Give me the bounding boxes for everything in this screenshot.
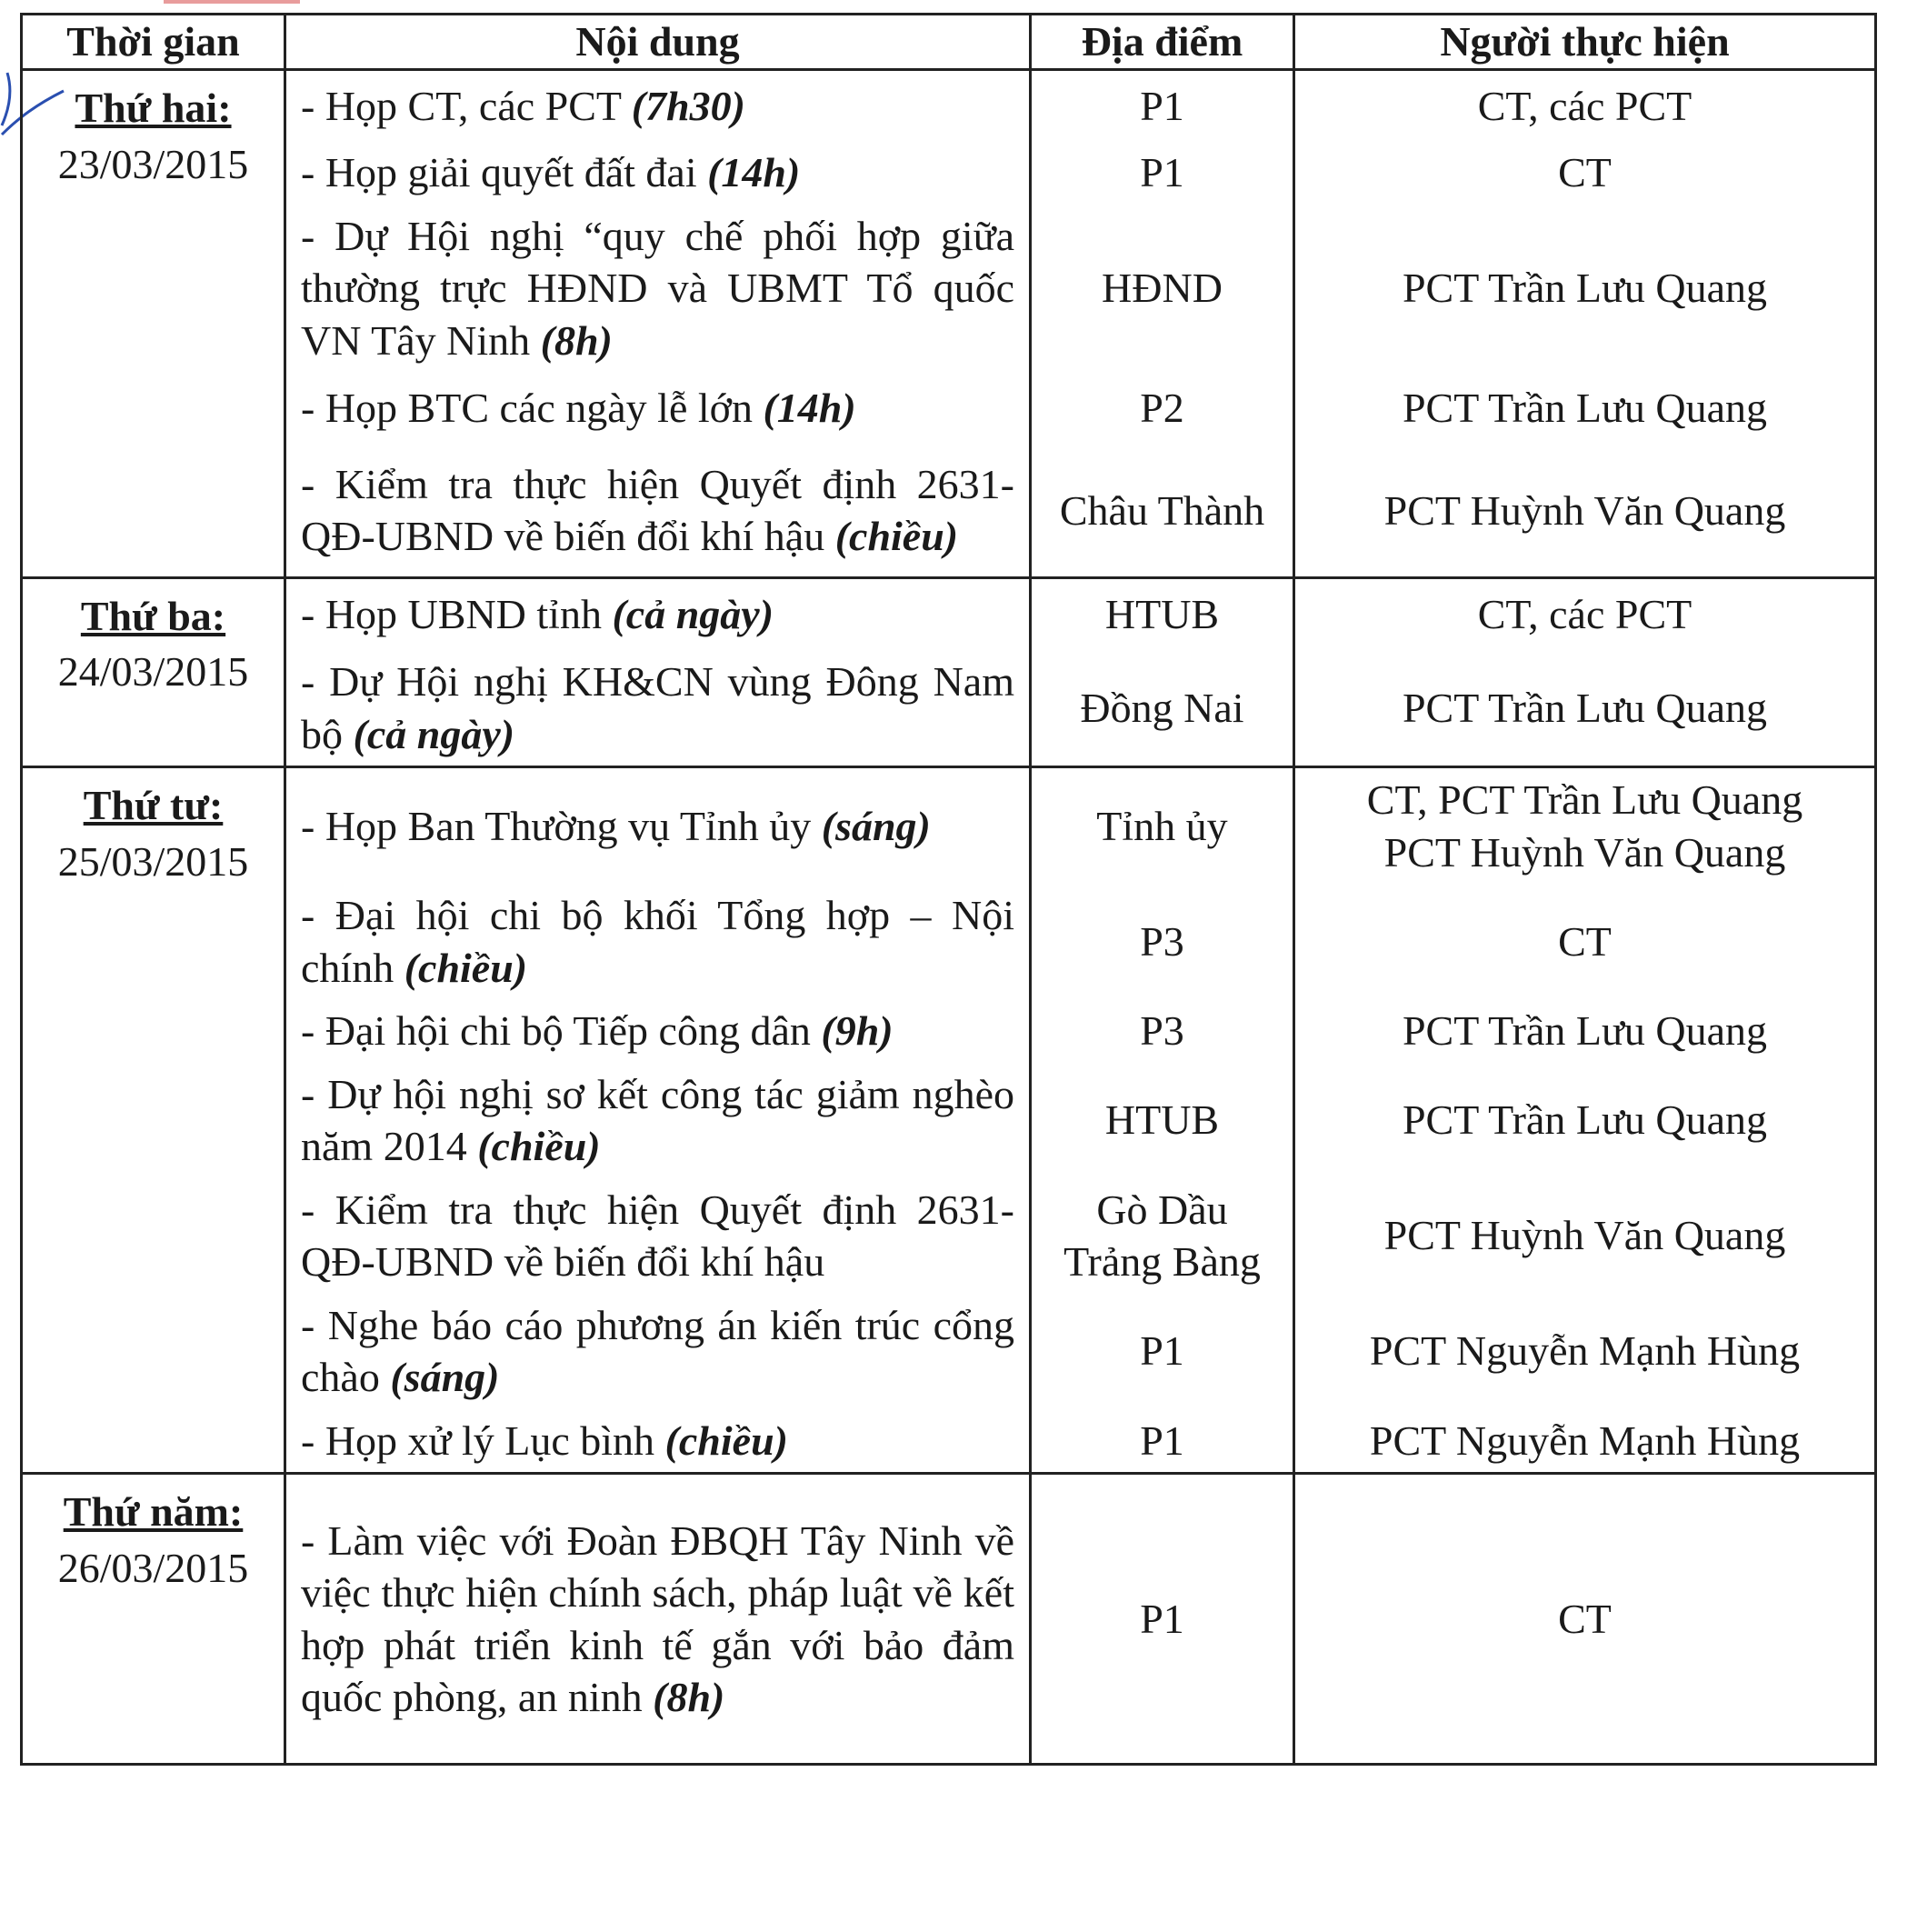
activity-text: - Kiểm tra thực hiện Quyết định 2631-QĐ-UBND về biến đổi khí hậu [301, 1186, 1014, 1285]
table-row [22, 1178, 1876, 1294]
place-cell [1031, 767, 1294, 885]
person-cell [1294, 205, 1876, 373]
day-date: 23/03/2015 [57, 140, 249, 187]
place-text: Đồng Nai [1080, 684, 1244, 731]
day-cell [22, 577, 285, 767]
activity-text: - Kiểm tra thực hiện Quyết định 2631-QĐ-UBND về biến đổi khí hậu [301, 460, 1014, 560]
activity-text: - Họp UBND tỉnh [301, 591, 602, 637]
day-label: Thứ năm: [63, 1488, 244, 1535]
day-date: 25/03/2015 [57, 837, 249, 885]
place-text: Gò Dầu [1096, 1186, 1228, 1233]
place-cell [1031, 1474, 1294, 1765]
person-cell [1294, 1178, 1876, 1294]
activity-time-note: (cả ngày) [353, 710, 515, 757]
activity-text: - Đại hội chi bộ Tiếp công dân [301, 1007, 811, 1054]
place-text: P1 [1140, 148, 1184, 195]
day-label: Thứ ba: [80, 592, 226, 639]
day-label: Thứ hai: [75, 85, 232, 131]
table-row [22, 1409, 1876, 1474]
place-cell [1031, 1294, 1294, 1409]
table-row [22, 767, 1876, 885]
place-cell [1031, 650, 1294, 767]
person-cell [1294, 767, 1876, 885]
activity-cell [285, 884, 1031, 999]
person-cell [1294, 445, 1876, 577]
person-text: PCT Trần Lưu Quang [1402, 1007, 1768, 1054]
activity-text: - Dự Hội nghị KH&CN vùng Đông Nam bộ [301, 658, 1014, 757]
activity-time-note: (9h) [821, 1007, 894, 1054]
place-cell [1031, 1178, 1294, 1294]
table-row [22, 205, 1876, 373]
place-text: Tỉnh ủy [1096, 802, 1228, 849]
table-row [22, 1063, 1876, 1178]
person-text: PCT Trần Lưu Quang [1402, 265, 1768, 311]
activity-time-note: (14h) [763, 385, 856, 432]
activity-cell [285, 1063, 1031, 1178]
red-paper-edge [164, 0, 300, 4]
activity-cell [285, 70, 1031, 141]
activity-cell [285, 999, 1031, 1063]
place-cell [1031, 205, 1294, 373]
person-text: CT, các PCT [1477, 591, 1692, 637]
place-text: HĐND [1102, 265, 1223, 311]
place-cell [1031, 999, 1294, 1063]
place-cell [1031, 884, 1294, 999]
place-text: HTUB [1104, 591, 1220, 637]
person-text-second: PCT Huỳnh Văn Quang [1383, 828, 1786, 876]
person-cell [1294, 650, 1876, 767]
activity-time-note: (sáng) [821, 802, 931, 849]
activity-time-note: (sáng) [390, 1354, 500, 1400]
header-content: Nội dung [285, 15, 1031, 70]
table-row [22, 445, 1876, 577]
activity-text: - Nghe báo cáo phương án kiến trúc cổng chào [301, 1301, 1014, 1400]
activity-cell [285, 372, 1031, 445]
person-cell [1294, 1474, 1876, 1765]
day-cell [22, 767, 285, 1474]
activity-cell [285, 205, 1031, 373]
person-text: PCT Trần Lưu Quang [1402, 1096, 1768, 1144]
person-text: PCT Huỳnh Văn Quang [1383, 1212, 1786, 1259]
person-cell [1294, 70, 1876, 141]
activity-cell [285, 1294, 1031, 1409]
activity-time-note: (14h) [707, 148, 801, 195]
person-text: PCT Nguyễn Mạnh Hùng [1369, 1327, 1801, 1375]
header-person: Người thực hiện [1294, 15, 1876, 70]
table-row [22, 1294, 1876, 1409]
activity-text: - Họp BTC các ngày lễ lớn [301, 385, 753, 432]
person-cell [1294, 372, 1876, 445]
table-row [22, 1474, 1876, 1765]
table-row [22, 650, 1876, 767]
person-cell [1294, 1063, 1876, 1178]
activity-text: - Họp Ban Thường vụ Tỉnh ủy [301, 802, 812, 849]
day-cell [22, 1474, 285, 1765]
header-place: Địa điểm [1031, 15, 1294, 70]
place-text: P3 [1140, 917, 1184, 965]
place-text: Châu Thành [1059, 486, 1265, 534]
activity-cell [285, 577, 1031, 650]
activity-time-note: (chiều) [834, 513, 959, 560]
day-cell [22, 70, 285, 578]
activity-time-note: (cả ngày) [612, 591, 774, 637]
place-cell [1031, 1409, 1294, 1474]
person-text: PCT Nguyễn Mạnh Hùng [1369, 1416, 1801, 1464]
person-text: CT [1558, 148, 1612, 195]
activity-cell [285, 1178, 1031, 1294]
weekly-schedule-table [20, 13, 1877, 1766]
table-row [22, 70, 1876, 141]
place-text: P1 [1140, 82, 1184, 129]
table-row [22, 999, 1876, 1063]
activity-cell [285, 650, 1031, 767]
schedule-body [22, 70, 1876, 1765]
place-cell [1031, 141, 1294, 205]
place-cell [1031, 70, 1294, 141]
place-cell [1031, 372, 1294, 445]
activity-cell [285, 767, 1031, 885]
activity-time-note: (chiều) [477, 1123, 601, 1169]
place-text: P1 [1140, 1327, 1184, 1375]
person-text: CT, PCT Trần Lưu Quang [1366, 776, 1803, 823]
person-text: CT [1558, 1595, 1612, 1642]
activity-text: - Họp giải quyết đất đai [301, 148, 697, 195]
person-cell [1294, 141, 1876, 205]
day-label: Thứ tư: [83, 782, 224, 828]
activity-text: - Dự hội nghị sơ kết công tác giảm nghèo năm 2014 [301, 1070, 1014, 1169]
activity-text: - Họp CT, các PCT [301, 82, 622, 129]
person-text: CT, các PCT [1477, 82, 1692, 129]
table-row [22, 577, 1876, 650]
person-cell [1294, 884, 1876, 999]
activity-cell [285, 445, 1031, 577]
activity-text: - Đại hội chi bộ khối Tổng hợp – Nội chính [301, 892, 1014, 991]
activity-time-note: (8h) [653, 1674, 725, 1720]
person-cell [1294, 1294, 1876, 1409]
person-text: PCT Trần Lưu Quang [1402, 385, 1768, 432]
place-text-second: Trảng Bàng [1063, 1238, 1261, 1285]
activity-cell [285, 1474, 1031, 1765]
person-cell [1294, 1409, 1876, 1474]
activity-time-note: (8h) [540, 316, 613, 364]
activity-text: - Làm việc với Đoàn ĐBQH Tây Ninh về việc thực hiện chính sách, pháp luật về kết hợp phát triển kinh tế gắn với bảo đảm quốc phòng, an ninh [301, 1517, 1014, 1720]
place-text: P2 [1140, 385, 1184, 432]
place-text: HTUB [1104, 1096, 1220, 1144]
place-cell [1031, 1063, 1294, 1178]
day-date: 26/03/2015 [57, 1544, 249, 1591]
place-text: P1 [1140, 1416, 1184, 1464]
activity-time-note: (chiều) [664, 1416, 788, 1464]
day-date: 24/03/2015 [57, 648, 249, 695]
activity-cell [285, 1409, 1031, 1474]
person-cell [1294, 999, 1876, 1063]
place-text: P3 [1140, 1007, 1184, 1054]
table-row [22, 141, 1876, 205]
activity-text: - Dự Hội nghị “quy chế phối hợp giữa thường trực HĐND và UBMT Tổ quốc VN Tây Ninh [301, 212, 1014, 364]
header-time: Thời gian [22, 15, 285, 70]
person-text: CT [1558, 917, 1612, 965]
schedule-sheet [20, 13, 1874, 1766]
header-row [22, 15, 1876, 70]
person-cell [1294, 577, 1876, 650]
activity-text: - Họp xử lý Lục bình [301, 1416, 655, 1464]
activity-time-note: (chiều) [404, 944, 528, 991]
place-text: P1 [1140, 1595, 1184, 1642]
table-row [22, 884, 1876, 999]
table-row [22, 372, 1876, 445]
person-text: PCT Trần Lưu Quang [1402, 684, 1768, 731]
place-cell [1031, 445, 1294, 577]
activity-time-note: (7h30) [631, 82, 745, 129]
person-text: PCT Huỳnh Văn Quang [1383, 486, 1786, 534]
place-cell [1031, 577, 1294, 650]
activity-cell [285, 141, 1031, 205]
